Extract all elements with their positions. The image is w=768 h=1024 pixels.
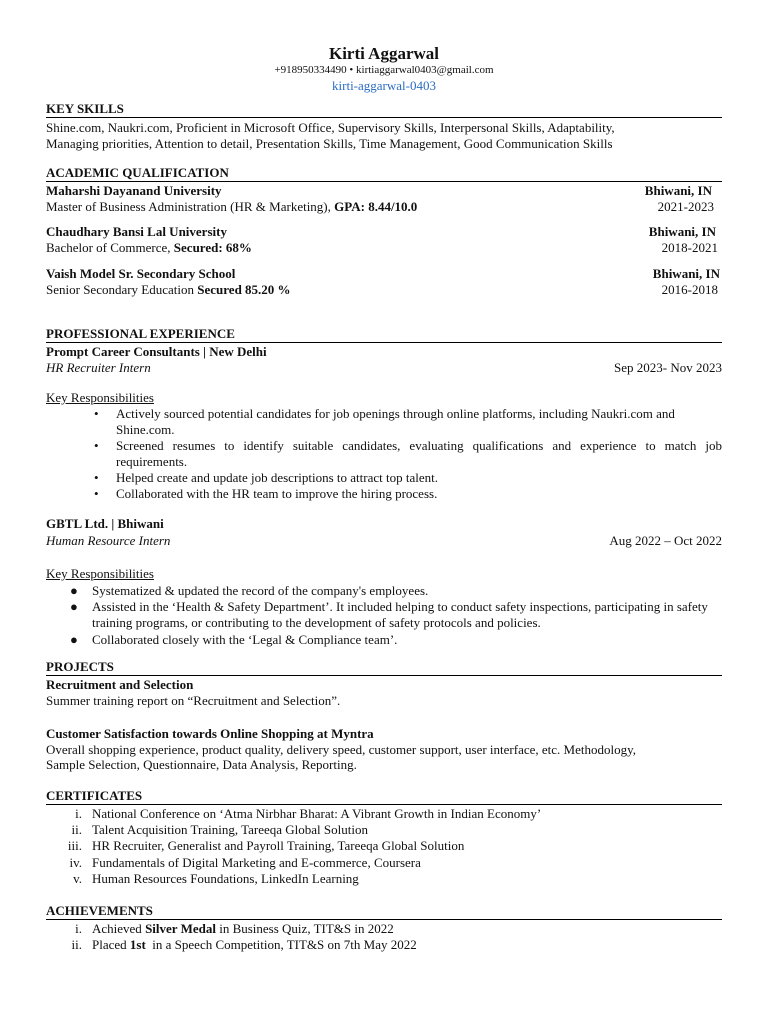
project-desc: Summer training report on “Recruitment and Selection”.	[46, 693, 341, 708]
degree-years: 2018-2021	[661, 240, 718, 255]
list-item: iv. Fundamentals of Digital Marketing and E-commerce, Coursera	[69, 855, 421, 870]
job-dates: Aug 2022 – Oct 2022	[609, 533, 722, 548]
job-row	[46, 533, 722, 549]
project-title: Customer Satisfaction towards Online Shopping at Myntra	[46, 726, 374, 741]
section-heading-experience: PROFESSIONAL EXPERIENCE	[46, 326, 722, 343]
school-name: Chaudhary Bansi Lal University	[46, 224, 227, 239]
section-heading-achievements: ACHIEVEMENTS	[46, 903, 722, 920]
bullet-icon: •	[94, 438, 99, 453]
job-role: Human Resource Intern	[46, 533, 171, 548]
degree-row	[46, 282, 722, 298]
linkedin-link[interactable]: kirti-aggarwal-0403	[332, 78, 436, 93]
list-item: • Helped create and update job descriptions to attract top talent.	[94, 470, 438, 485]
school-location: Bhiwani, IN	[648, 224, 716, 239]
school-row	[46, 266, 722, 282]
list-item: • Screened resumes to identify suitable candidates, evaluating qualifications and experience to match job requirements.	[94, 438, 722, 469]
degree-score: GPA: 8.44/10.0	[334, 199, 418, 214]
project-desc: Sample Selection, Questionnaire, Data Analysis, Reporting.	[46, 757, 357, 772]
degree-score: Secured 85.20 %	[197, 282, 291, 297]
school-row	[46, 224, 722, 240]
company-name: Prompt Career Consultants | New Delhi	[46, 344, 267, 359]
degree-name: Master of Business Administration (HR & Marketing),	[46, 199, 335, 214]
bullet-icon: •	[94, 486, 99, 501]
list-item: ● Collaborated closely with the ‘Legal & Compliance team’.	[70, 632, 398, 647]
school-name: Vaish Model Sr. Secondary School	[46, 266, 236, 281]
list-item: ii. Talent Acquisition Training, Tareeqa Global Solution	[71, 822, 368, 837]
list-item: i. National Conference on ‘Atma Nirbhar Bharat: A Vibrant Growth in Indian Economy’	[75, 806, 542, 821]
list-item: • Collaborated with the HR team to improve the hiring process.	[94, 486, 438, 501]
section-heading-academic: ACADEMIC QUALIFICATION	[46, 165, 722, 182]
skills-line-1: Shine.com, Naukri.com, Proficient in Microsoft Office, Supervisory Skills, Interpersonal Skills, Adaptability,	[46, 120, 615, 135]
degree-years: 2021-2023	[657, 199, 714, 214]
list-item: ii. Placed 1st in a Speech Competition, TIT&S on 7th May 2022	[71, 937, 417, 952]
section-heading-certificates: CERTIFICATES	[46, 788, 722, 805]
degree-row	[46, 199, 722, 215]
job-dates: Sep 2023- Nov 2023	[614, 360, 722, 375]
degree-name: Bachelor of Commerce,	[46, 240, 174, 255]
list-item: • Actively sourced potential candidates for job openings through online platforms, including Naukri.com and Shine.com.	[94, 406, 675, 437]
job-row	[46, 360, 722, 376]
bullet-icon: ●	[70, 632, 78, 647]
bullet-icon: •	[94, 470, 99, 485]
list-item: i. Achieved Silver Medal in Business Quiz, TIT&S in 2022	[75, 921, 394, 936]
list-item: iii. HR Recruiter, Generalist and Payroll Training, Tareeqa Global Solution	[67, 838, 465, 853]
bullet-icon: ●	[70, 583, 78, 598]
school-location: Bhiwani, IN	[644, 183, 712, 198]
list-item: ● Systematized & updated the record of the company's employees.	[70, 583, 429, 598]
degree-score: Secured: 68%	[173, 240, 252, 255]
school-location: Bhiwani, IN	[652, 266, 720, 281]
responsibilities-label: Key Responsibilities	[46, 566, 154, 581]
bullet-icon: ●	[70, 599, 78, 614]
list-item: ● Assisted in the ‘Health & Safety Department’. It included helping to conduct safety inspections, participating in safety training programs, or contributing to the development of safety protocols and policies.	[70, 599, 708, 630]
responsibilities-label: Key Responsibilities	[46, 390, 154, 405]
bullet-icon: •	[94, 406, 99, 421]
contact-line: +918950334490 • kirtiaggarwal0403@gmail.com	[274, 64, 494, 76]
skills-line-2: Managing priorities, Attention to detail, Presentation Skills, Time Management, Good Communication Skills	[46, 136, 613, 151]
degree-name: Senior Secondary Education	[46, 282, 198, 297]
company-name: GBTL Ltd. | Bhiwani	[46, 516, 164, 531]
degree-row	[46, 240, 722, 256]
section-heading-projects: PROJECTS	[46, 659, 722, 676]
school-row	[46, 183, 722, 199]
list-item: v. Human Resources Foundations, LinkedIn Learning	[73, 871, 359, 886]
project-title: Recruitment and Selection	[46, 677, 194, 692]
candidate-name: Kirti Aggarwal	[328, 44, 439, 63]
section-heading-key-skills: KEY SKILLS	[46, 101, 722, 118]
job-role: HR Recruiter Intern	[46, 360, 151, 375]
project-desc: Overall shopping experience, product quality, delivery speed, customer support, user interface, etc. Methodology,	[46, 742, 636, 757]
school-name: Maharshi Dayanand University	[46, 183, 222, 198]
degree-years: 2016-2018	[661, 282, 718, 297]
